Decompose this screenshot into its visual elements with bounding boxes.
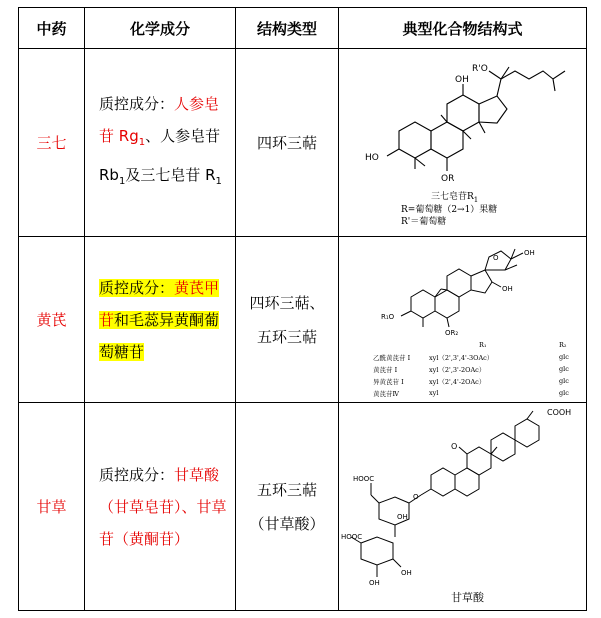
structure-caption: 甘草酸 bbox=[451, 591, 484, 604]
label-oh: OH bbox=[524, 249, 535, 257]
structure-type bbox=[236, 237, 339, 403]
components-cell bbox=[85, 403, 236, 611]
label-hooc: HOOC bbox=[353, 475, 375, 483]
label-oh: OH bbox=[502, 285, 513, 293]
r-definition: R=葡萄糖（2→1）果糖 bbox=[401, 205, 498, 215]
header-components: 化学成分 bbox=[85, 8, 236, 49]
r2-definition: R'＝葡萄糖 bbox=[401, 217, 447, 227]
header-row bbox=[19, 8, 587, 49]
label-oh: OH bbox=[401, 569, 412, 577]
type-line: （甘草酸） bbox=[249, 514, 325, 533]
structure-cell: OH O OH R₁O OR₂ R₁ R₂ 乙酰黄芪苷 I xyl（2',3',4'-3OAc） glc 黄芪苷 I xyl（2',3'-2OAc） glc 异黄芪苷 I xyl（2',4'-2OAc） glc 黄芪苷Ⅳ xyl glc bbox=[339, 237, 587, 403]
label-r1o: R₁O bbox=[381, 313, 395, 321]
comp-rest: 和毛蕊异黄酮葡萄糖苷 bbox=[99, 310, 220, 361]
type-line: 四环三萜、 bbox=[249, 293, 325, 312]
label-cooh: COOH bbox=[547, 408, 572, 417]
table-row bbox=[19, 237, 587, 403]
structure-cell bbox=[339, 403, 587, 611]
herb-name: 黄芪 bbox=[19, 237, 85, 403]
type-line: 五环三萜 bbox=[256, 480, 317, 499]
label-o: O bbox=[493, 254, 499, 262]
table-row bbox=[19, 403, 587, 611]
components-cell bbox=[85, 237, 236, 403]
header-typical-structure: 典型化合物结构式 bbox=[339, 8, 587, 49]
label-oh: OH bbox=[455, 75, 469, 85]
structure-type bbox=[236, 403, 339, 611]
astragaloside-structure bbox=[339, 237, 585, 337]
comp-highlight: 人参皂苷 $Rg_1$ bbox=[99, 94, 220, 148]
label-hooc: HOOC bbox=[341, 533, 363, 541]
label-or: OR bbox=[441, 174, 455, 184]
header-structure-type: 结构类型 bbox=[236, 8, 339, 49]
comp-prefix: 质控成分： bbox=[99, 278, 175, 297]
r1-header: R₁ bbox=[479, 341, 487, 349]
comp-prefix: 质控成分： bbox=[99, 94, 175, 113]
structure-type bbox=[236, 49, 339, 237]
structure-cell bbox=[339, 49, 587, 237]
herb-name: 甘草 bbox=[19, 403, 85, 611]
components-cell: 质控成分：人参皂苷 $Rg_1$、人参皂苷 $Rb_1$及三七皂苷 $R_1$ bbox=[85, 49, 236, 237]
type-line: 四环三萜 bbox=[256, 133, 317, 152]
herb-name: 三七 bbox=[19, 49, 85, 237]
label-oh: OH bbox=[369, 579, 380, 587]
comp-prefix: 质控成分： bbox=[99, 465, 175, 484]
type-line: 五环三萜 bbox=[256, 327, 317, 346]
label-o: O bbox=[413, 493, 419, 501]
label-oh: OH bbox=[397, 513, 408, 521]
header-herb: 中药 bbox=[19, 8, 85, 49]
label-ro: R'O bbox=[472, 64, 488, 74]
structure-caption: 三七皂苷$R_1$ bbox=[431, 192, 479, 204]
label-or2: OR₂ bbox=[445, 329, 459, 337]
table-row bbox=[19, 49, 587, 237]
label-o: O bbox=[451, 442, 458, 451]
comp-highlight: 黄芪甲苷 bbox=[99, 278, 220, 329]
comp-highlight: 甘草酸（甘草皂苷）、甘草苷（黄酮苷） bbox=[99, 465, 227, 548]
glycyrrhizic-acid-structure bbox=[339, 403, 585, 609]
label-ho: HO bbox=[365, 153, 379, 163]
herb-table bbox=[18, 7, 587, 611]
r2-header: R₂ bbox=[559, 341, 567, 349]
